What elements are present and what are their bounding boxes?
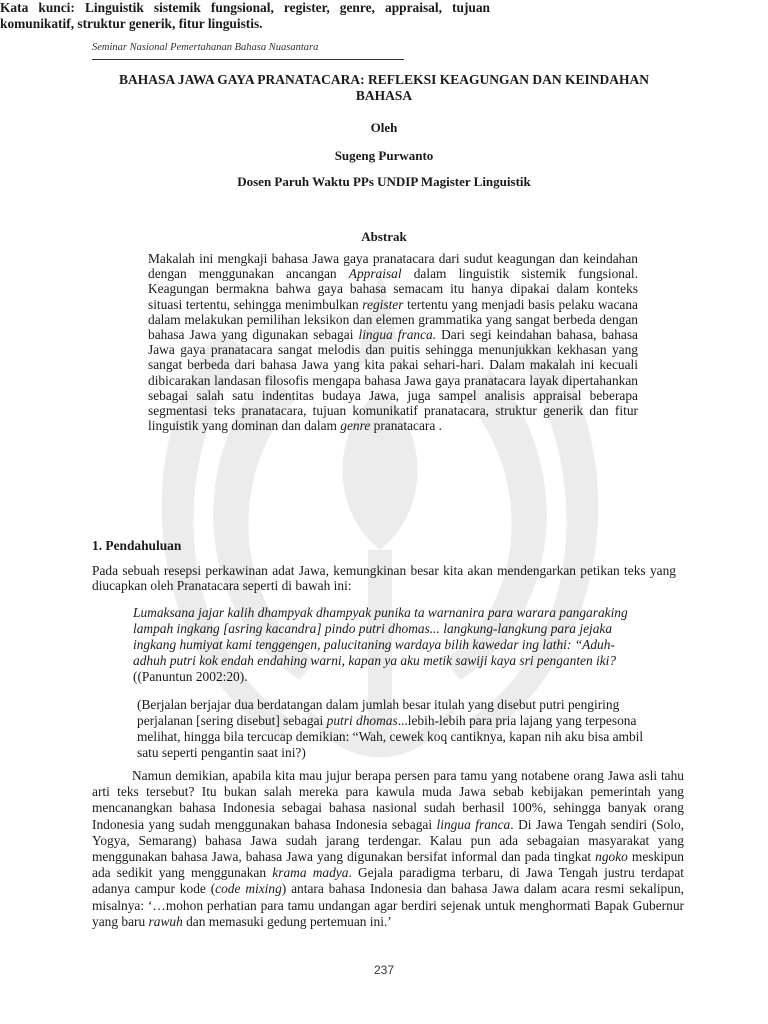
author-name: Sugeng Purwanto bbox=[334, 148, 434, 163]
header-divider bbox=[92, 59, 404, 60]
abstract-body: Makalah ini mengkaji bahasa Jawa gaya pranatacara dari sudut keagungan dan keindahan dengan menggunakan ancangan Appraisal dalam linguistik sistemik fungsional. Keagungan bermakna bahwa gaya bahasa semacam itu hanya dipakai dalam konteks situasi tertentu, sehingga menimbulkan register tertentu yang menjadi basis pelaku wacana dalam melakukan pemilihan leksikon dan elemen grammatika yang sangat berbeda dengan bahasa Jawa yang digunakan sebagai lingua franca. Dari segi keindahan bahasa, bahasa Jawa gaya pranatacara sangat melodis dan puitis sehingga menunjukkan kekhasan yang sangat berbeda dari bahasa Jawa yang kita pakai sehari-hari. Dalam makalah ini kecuali dibicarakan landasan filosofis mengapa bahasa Jawa gaya pranatacara layak dipertahankan sebagai salah satu indentitas budaya Jawa, juga sampel analisis appraisal beberapa segmentasi teks pranatacara, tujuan komunikatif pranatacara, struktur generik dan fitur linguistik yang dominan dan dalam genre pranatacara . bbox=[148, 251, 638, 434]
running-head: Seminar Nasional Pemertahanan Bahasa Nuasantara bbox=[92, 42, 319, 53]
javanese-quote: Lumaksana jajar kalih dhampyak dhampyak punika ta warnanira para warara pangaraking lampah ingkang [asring kacandra] pindo putri dhomas... langkung-langkung para jejaka ingkang humiyat kami tenggengen, palucitaning wardaya bilih kawedar ing lathi: “Aduh-adhuh putri kok endah endahing warni, kapan ya aku metik sawiji kaya sri penganten iki? ((Panuntun 2002:20). bbox=[133, 605, 628, 684]
byline-label: Oleh bbox=[370, 120, 398, 135]
abstract-heading: Abstrak bbox=[361, 229, 407, 244]
page-number: 237 bbox=[373, 963, 395, 977]
keywords bbox=[0, 0, 490, 32]
body-paragraph: Namun demikian, apabila kita mau jujur berapa persen para tamu yang notabene orang Jawa asli tahu arti teks tersebut? Itu bukan salah mereka para kawula muda Jawa sebab kebijakan pemerintah yang mencanangkan bahasa Indonesia sebagai bahasa nasional sudah berhasil 100%, sehingga banyak orang Indonesia yang sudah menggunakan bahasa Indonesia sebagai lingua franca. Di Jawa Tengah sendiri (Solo, Yogya, Semarang) bahasa Jawa sudah jarang terdengar. Kalau pun ada sebagaian masyarakat yang menggunakan bahasa Jawa, bahasa Jawa yang digunakan bersifat informal dan pada tingkat ngoko meskipun ada sedikit yang menggunakan krama madya. Gejala paradigma terbaru, di Jawa Tengah justru terdapat adanya campur kode (code mixing) antara bahasa Indonesia dan bahasa Jawa dalam acara resmi sekalipun, misalnya: ‘…mohon perhatian para tamu undangan agar berdiri sejenak untuk menghormati Bapak Gubernur yang baru rawuh dan memasuki gedung pertemuan ini.’ bbox=[92, 768, 684, 929]
section-heading: 1. Pendahuluan bbox=[92, 538, 182, 553]
keywords-list: : Linguistik sistemik fungsional, register, genre, appraisal, tujuan komunikatif, struktur generik, fitur linguistis. bbox=[0, 0, 490, 31]
author-affiliation: Dosen Paruh Waktu PPs UNDIP Magister Linguistik bbox=[237, 174, 531, 189]
paper-title: BAHASA JAWA GAYA PRANATACARA: REFLEKSI KEAGUNGAN DAN KEINDAHAN BAHASA bbox=[119, 72, 649, 103]
intro-paragraph: Pada sebuah resepsi perkawinan adat Jawa, kemungkinan besar kita akan mendengarkan petikan teks yang diucapkan oleh Pranatacara seperti di bawah ini: bbox=[92, 563, 676, 594]
keywords-label: Kata kunci bbox=[0, 0, 71, 15]
quote-translation: (Berjalan berjajar dua berdatangan dalam jumlah besar itulah yang disebut putri pengiring perjalanan [sering disebut] sebagai putri dhomas...lebih-lebih para pria lajang yang terpesona melihat, hingga bila tercucap demikian: “Wah, cewek koq cantiknya, kapan nih aku bisa ambil satu seperti pengantin saat ini?) bbox=[137, 697, 644, 760]
